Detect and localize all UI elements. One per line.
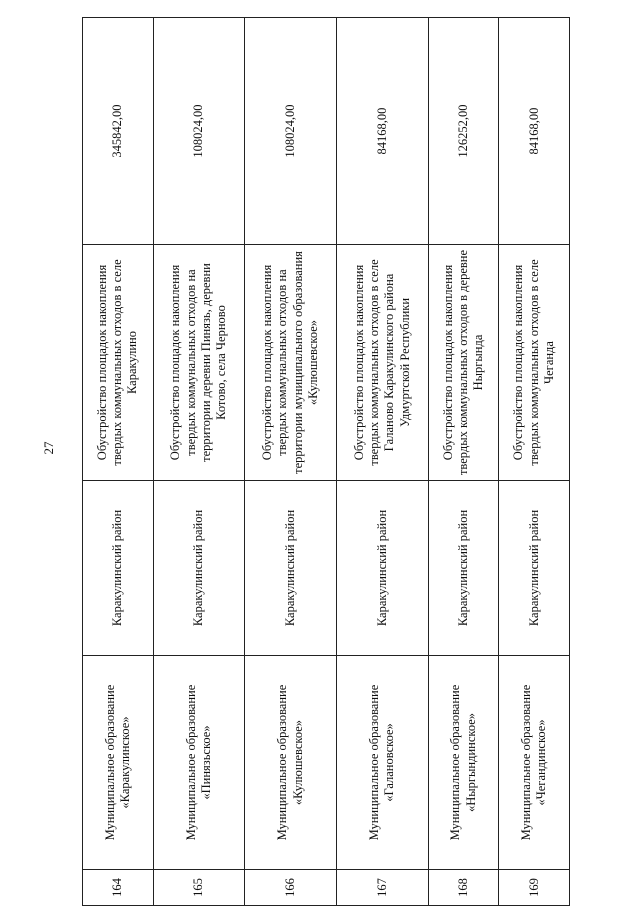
table-row <box>153 18 245 906</box>
amount-cell: 84168,00 <box>499 18 570 245</box>
municipality-cell <box>245 656 337 870</box>
municipality-cell <box>153 656 245 870</box>
description-cell: Обустройство площадок накопления твердых коммунальных отходов в селе Чеганда <box>499 245 570 481</box>
municipality-name: «Чегандинское» <box>534 719 549 806</box>
table-row <box>428 18 499 906</box>
district-cell: Каракулинский район <box>153 481 245 656</box>
municipality-cell <box>337 656 429 870</box>
district-cell: Каракулинский район <box>83 481 154 656</box>
row-number: 164 <box>83 870 154 906</box>
description-cell: Обустройство площадок накопления твердых коммунальных отходов в селе Каракулино <box>83 245 154 481</box>
table-row <box>83 18 154 906</box>
district-cell: Каракулинский район <box>499 481 570 656</box>
municipality-type: Муниципальное образование <box>275 684 290 841</box>
district-cell: Каракулинский район <box>428 481 499 656</box>
municipality-cell <box>428 656 499 870</box>
rotated-table-container <box>82 18 570 906</box>
description-cell: Обустройство площадок накопления твердых коммунальных отходов в деревне Ныргында <box>428 245 499 481</box>
allocation-table <box>82 17 570 906</box>
description-cell: Обустройство площадок накопления твердых коммунальных отходов на территории деревни Пинязь, деревни Котово, села Черново <box>153 245 245 481</box>
municipality-name: «Галановское» <box>382 723 397 802</box>
amount-cell: 84168,00 <box>337 18 429 245</box>
municipality-name: «Ныргындинское» <box>463 712 478 813</box>
municipality-cell <box>83 656 154 870</box>
district-cell: Каракулинский район <box>245 481 337 656</box>
amount-cell: 108024,00 <box>153 18 245 245</box>
municipality-type: Муниципальное образование <box>448 684 463 841</box>
municipality-name: «Кулюшевское» <box>290 719 305 806</box>
row-number: 166 <box>245 870 337 906</box>
amount-cell: 108024,00 <box>245 18 337 245</box>
description-cell: Обустройство площадок накопления твердых коммунальных отходов в селе Галаново Каракулинского района Удмуртской Республики <box>337 245 429 481</box>
table-row <box>499 18 570 906</box>
municipality-type: Муниципальное образование <box>183 684 198 841</box>
district-cell: Каракулинский район <box>337 481 429 656</box>
row-number: 165 <box>153 870 245 906</box>
amount-cell: 126252,00 <box>428 18 499 245</box>
municipality-type: Муниципальное образование <box>102 684 117 841</box>
table-row <box>337 18 429 906</box>
municipality-name: «Каракулинское» <box>117 716 132 809</box>
table-row <box>245 18 337 906</box>
municipality-name: «Пинязьское» <box>198 725 213 800</box>
municipality-type: Муниципальное образование <box>518 684 533 841</box>
row-number: 168 <box>428 870 499 906</box>
amount-cell: 345842,00 <box>83 18 154 245</box>
description-cell: Обустройство площадок накопления твердых коммунальных отходов на территории муниципального образования «Кулюшевское» <box>245 245 337 481</box>
municipality-cell <box>499 656 570 870</box>
row-number: 167 <box>337 870 429 906</box>
page-number: 27 <box>41 441 56 455</box>
row-number: 169 <box>499 870 570 906</box>
municipality-type: Муниципальное образование <box>367 684 382 841</box>
